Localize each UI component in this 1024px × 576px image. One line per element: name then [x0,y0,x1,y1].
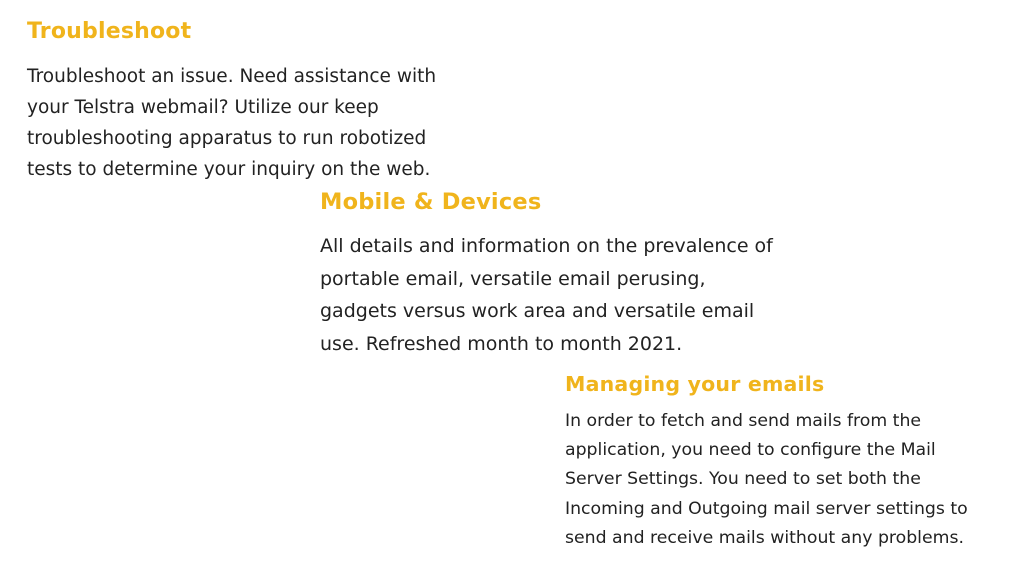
section-heading: Mobile & Devices [320,189,542,215]
body-line: All details and information on the prevalence of [320,235,773,257]
section-body [320,230,773,360]
body-line: application, you need to configure the Mail [565,440,936,461]
body-line: use. Refreshed month to month 2021. [320,332,683,355]
body-line: Incoming and Outgoing mail server settings to [565,498,968,519]
body-line: troubleshooting apparatus to run robotized [27,128,427,149]
section-heading: Managing your emails [565,372,825,396]
body-line: Server Settings. You need to set both the [565,469,921,490]
body-line: your Telstra webmail? Utilize our keep [27,97,379,118]
body-line: tests to determine your inquiry on the web. [27,159,431,180]
body-line: Troubleshoot an issue. Need assistance with [27,66,437,87]
body-line: portable email, versatile email perusing, [320,267,706,290]
section-heading: Troubleshoot [27,19,192,44]
body-line: send and receive mails without any problems. [565,527,964,548]
body-line: gadgets versus work area and versatile email [320,300,755,322]
section-body [565,407,968,553]
section-mobile-devices [320,186,773,360]
section-managing-emails [565,369,968,553]
section-body [27,61,436,185]
section-troubleshoot [27,16,436,185]
body-line: In order to fetch and send mails from the [565,411,922,431]
